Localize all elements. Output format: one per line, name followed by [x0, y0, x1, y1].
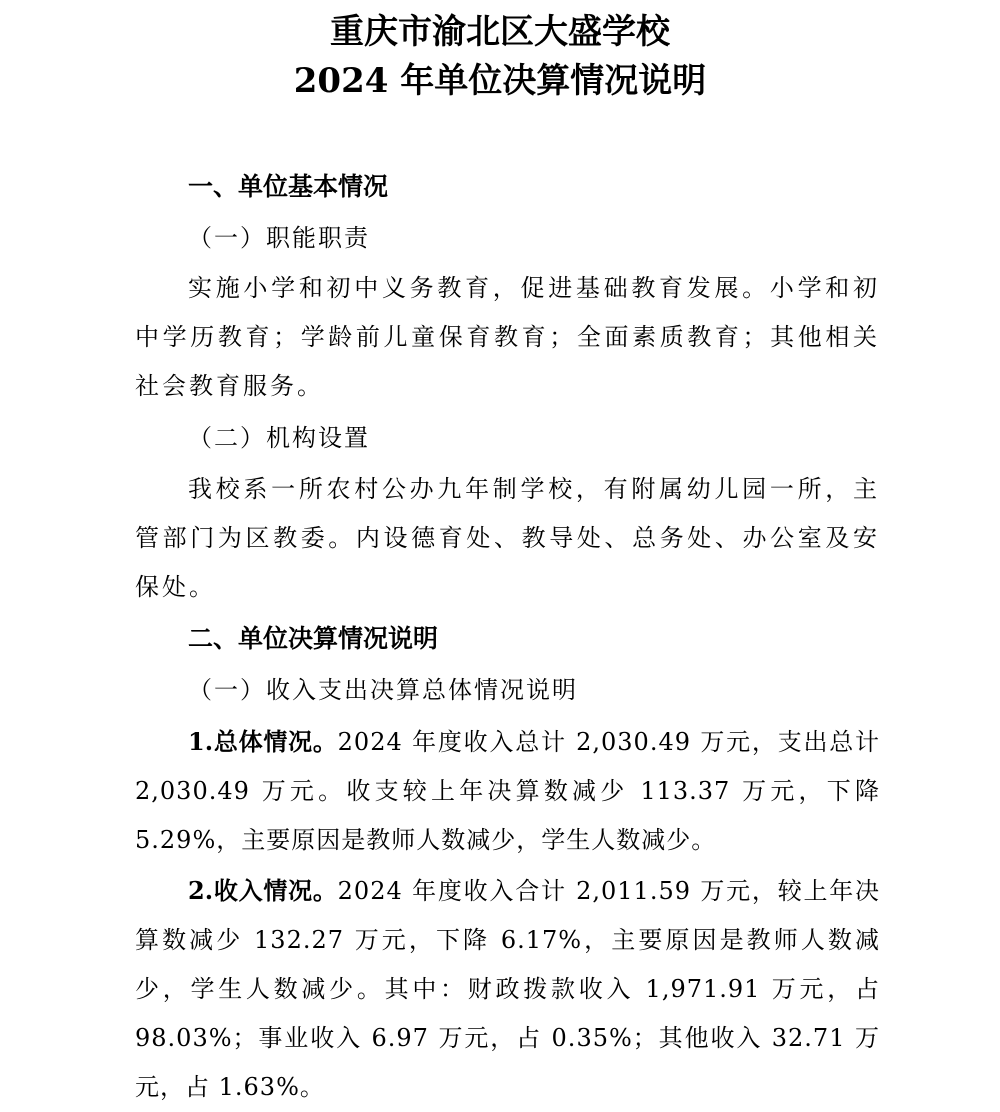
section-2-heading-wrap [135, 624, 880, 654]
document-title-line-1: 重庆市渝北区大盛学校 [330, 12, 670, 52]
section-1-1-heading-wrap [135, 223, 880, 253]
overall-situation-text: 2024 年度收入总计 2,030.49 万元，支出总计 2,030.49 万元。收支较上年决算数减少 113.37 万元，下降 5.29%，主要原因是教师人数减少，学生人数减少。 [135, 728, 880, 854]
section-1-1-heading: （一）职能职责 [188, 224, 370, 252]
income-situation-lead: 2.收入情况。 [188, 876, 338, 905]
income-situation-paragraph [135, 866, 880, 1112]
section-1-heading: 一、单位基本情况 [188, 172, 389, 201]
section-1-2-body-wrap [135, 465, 880, 612]
section-1-2-paragraph: 我校系一所农村公办九年制学校，有附属幼儿园一所，主管部门为区教委。内设德育处、教导处、总务处、办公室及安保处。 [135, 475, 880, 601]
income-situation-text: 2024 年度收入合计 2,011.59 万元，较上年决算数减少 132.27 万元，下降 6.17%，主要原因是教师人数减少，学生人数减少。其中：财政拨款收入 1,971.91 万元，占 98.03%；事业收入 6.97 万元，占 0.35%；其他收入 32.71 万元，占 1.63%。 [135, 877, 880, 1101]
section-2-heading: 二、单位决算情况说明 [188, 624, 439, 653]
section-2-1-heading-wrap [135, 675, 880, 705]
overall-situation-paragraph [135, 717, 880, 865]
section-2-1-p1-wrap [135, 717, 880, 865]
section-1-1-paragraph: 实施小学和初中义务教育，促进基础教育发展。小学和初中学历教育；学龄前儿童保育教育；全面素质教育；其他相关社会教育服务。 [135, 274, 880, 400]
section-1-2-heading-wrap [135, 423, 880, 453]
document-title-line-2: 2024 年单位决算情况说明 [293, 61, 707, 101]
section-1-heading-wrap [135, 172, 880, 202]
section-2-1-p2-wrap [135, 866, 880, 1112]
overall-situation-lead: 1.总体情况。 [188, 727, 338, 756]
section-1-2-heading: （二）机构设置 [188, 424, 370, 452]
section-2-1-heading: （一）收入支出决算总体情况说明 [188, 676, 578, 704]
section-1-1-body-wrap [135, 264, 880, 411]
